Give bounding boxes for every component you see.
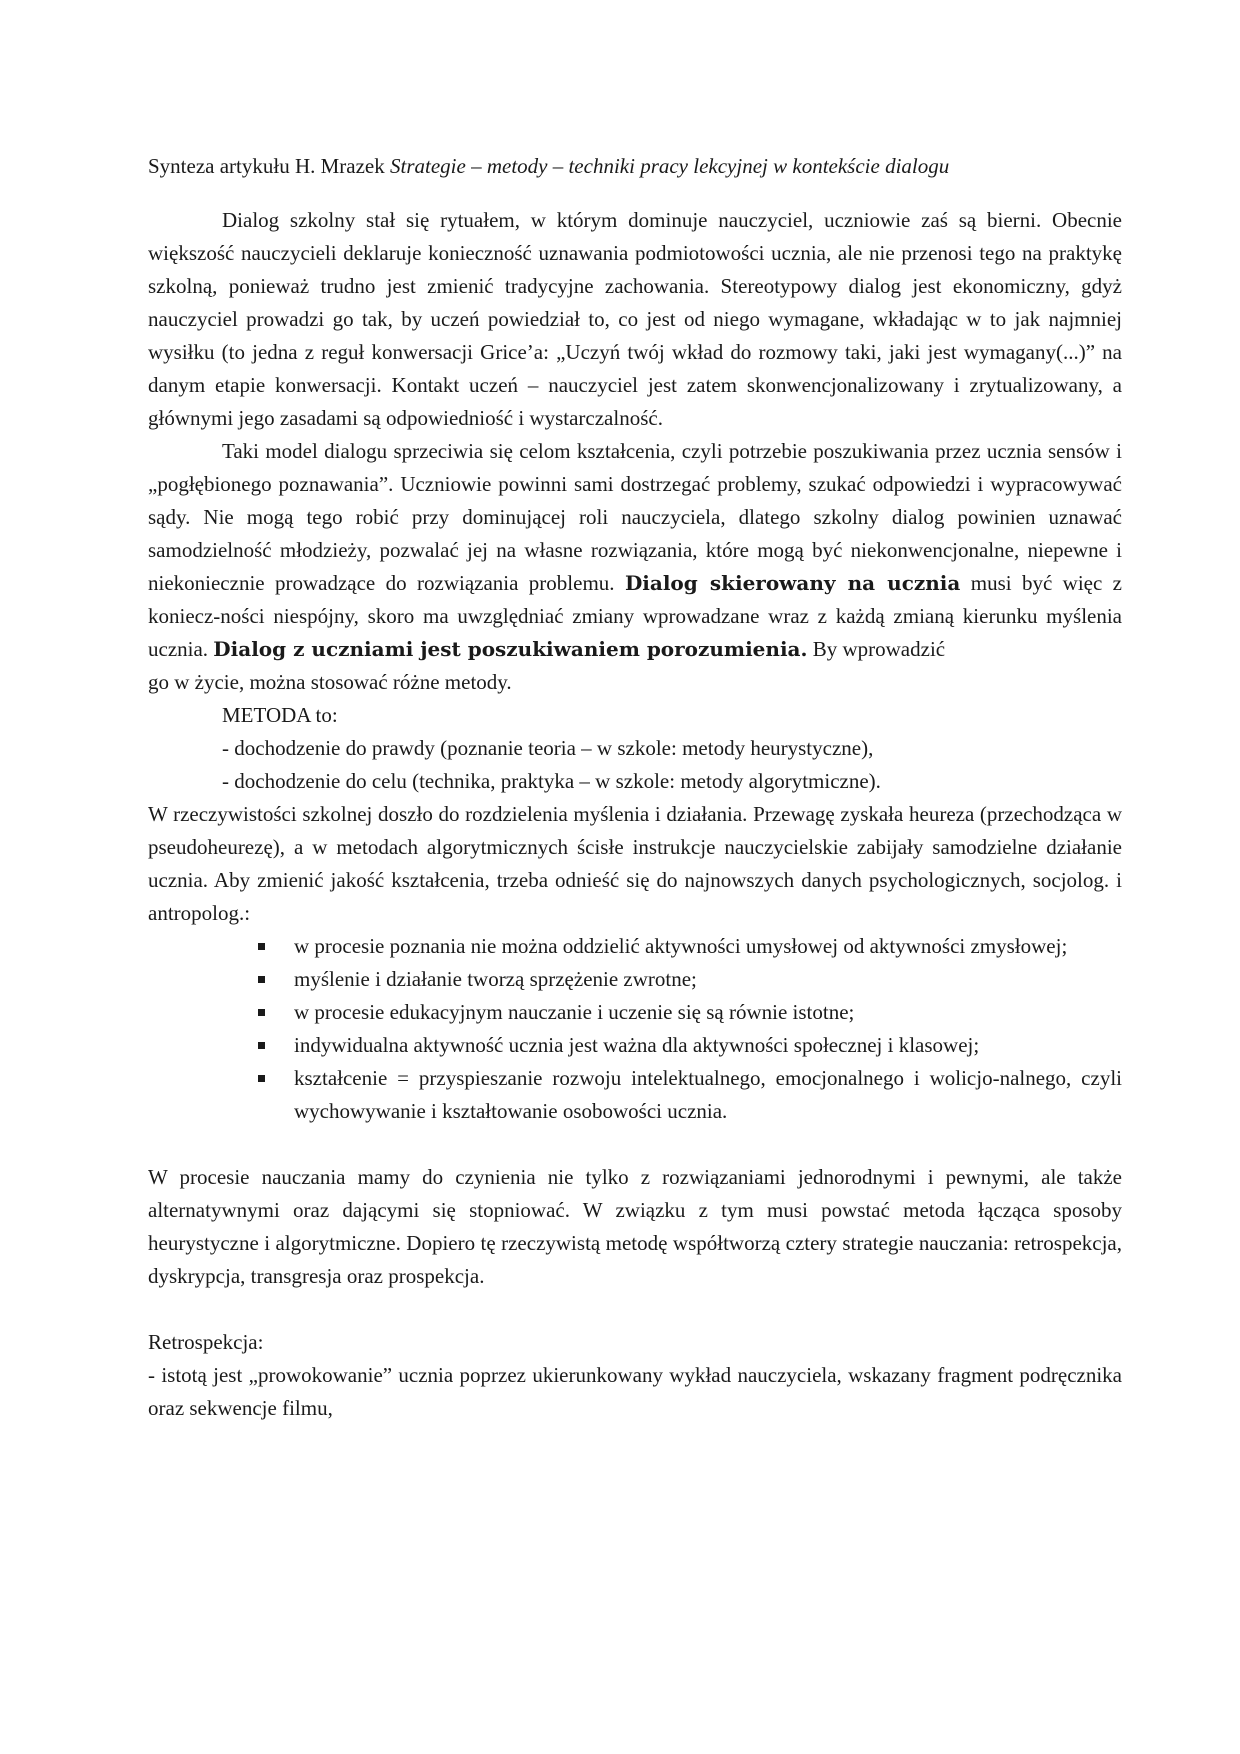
title-italic: Strategie – metody – techniki pracy lekcyjnej w kontekście dialogu — [390, 154, 950, 178]
list-item — [258, 963, 1122, 996]
paragraph-2-bold-1: Dialog skierowany na ucznia — [624, 571, 961, 595]
bullet-square-icon — [258, 976, 265, 983]
bullet-square-icon — [258, 1042, 265, 1049]
spacer — [148, 1128, 1122, 1161]
paragraph-2-text-1: Taki model dialogu sprzeciwia się celom kształcenia, czyli potrzebie poszukiwania przez ucznia sensów i „pogłębionego poznawania”. Uczniowie powinni sami dostrzegać problemy, szukać odpowiedzi i wypracowywać sądy. Nie mogą tego robić przy dominującej roli nauczyciela, dlatego szkolny dialog powinien uznawać samodzielność młodzieży, pozwalać jej na własne rozwiązania, które mogą być niekonwencjonalne, niepewne i niekoniecznie prowadzące do rozwiązania problemu. — [148, 439, 1122, 595]
list-item-text: w procesie poznania nie można oddzielić aktywności umysłowej od aktywności zmysłowej; — [294, 934, 1068, 958]
paragraph-2-text-2: musi być więc z koniecz-ności niespójny, skoro ma uwzględniać zmiany wprowadzane wraz z każdą zmianą kierunku myślenia ucznia. — [148, 571, 1122, 661]
paragraph-2-text-3: By wprowadzić — [807, 637, 946, 661]
title-prefix: Synteza artykułu H. Mrazek — [148, 154, 391, 178]
paragraph-2 — [148, 435, 1122, 666]
list-item-text: indywidualna aktywność ucznia jest ważna dla aktywności społecznej i klasowej; — [294, 1033, 980, 1057]
retrospekcja-heading: Retrospekcja: — [148, 1330, 264, 1354]
paragraph-1: Dialog szkolny stał się rytuałem, w którym dominuje nauczyciel, uczniowie zaś są bierni. Obecnie większość nauczycieli deklaruje konieczność uznawania podmiotowości ucznia, ale nie przenosi tego na praktykę szkolną, ponieważ trudno jest zmienić tradycyjne zachowania. Stereotypowy dialog jest ekonomiczny, gdyż nauczyciel prowadzi go tak, by uczeń powiedział to, co jest od niego wymagane, wkładając w to jak najmniej wysiłku (to jedna z reguł konwersacji Grice’a: „Uczyń twój wkład do rozmowy taki, jaki jest wymagany(...)” na danym etapie konwersacji. Kontakt uczeń – nauczyciel jest zatem skonwencjonalizowany i zrytualizowany, a głównymi jego zasadami są odpowiedniość i wystarczalność. — [148, 208, 1122, 430]
bullet-list — [148, 930, 1122, 1128]
bullet-square-icon — [258, 943, 265, 950]
list-item — [258, 930, 1122, 963]
paragraph-2-bold-2: Dialog z uczniami jest poszukiwaniem porozumienia. — [213, 637, 808, 661]
list-item-text: w procesie edukacyjnym nauczanie i uczenie się są równie istotne; — [294, 1000, 855, 1024]
retrospekcja-item-1: - istotą jest „prowokowanie” ucznia poprzez ukierunkowany wykład nauczyciela, wskazany fragment podręcznika oraz sekwencje filmu, — [148, 1363, 1122, 1420]
bullet-square-icon — [258, 1075, 265, 1082]
metoda-item-2: - dochodzenie do celu (technika, praktyka – w szkole: metody algorytmiczne). — [222, 769, 881, 793]
metoda-item-1: - dochodzenie do prawdy (poznanie teoria – w szkole: metody heurystyczne), — [222, 736, 874, 760]
bullet-square-icon — [258, 1009, 265, 1016]
list-item — [258, 996, 1122, 1029]
list-item-text: myślenie i działanie tworzą sprzężenie zwrotne; — [294, 967, 697, 991]
list-item — [258, 1029, 1122, 1062]
metoda-label: METODA to: — [222, 703, 338, 727]
list-item-text: kształcenie = przyspieszanie rozwoju intelektualnego, emocjonalnego i wolicjo-nalnego, czyli wychowywanie i kształtowanie osobowości ucznia. — [294, 1066, 1122, 1123]
paragraph-3: W rzeczywistości szkolnej doszło do rozdzielenia myślenia i działania. Przewagę zyskała heureza (przechodząca w pseudoheurezę), a w metodach algorytmicznych ścisłe instrukcje nauczycielskie zabijały samodzielne działanie ucznia. Aby zmienić jakość kształcenia, trzeba odnieść się do najnowszych danych psychologicznych, socjolog. i antropolog.: — [148, 802, 1122, 925]
spacer — [148, 1293, 1122, 1326]
paragraph-2-tail: go w życie, można stosować różne metody. — [148, 670, 512, 694]
paragraph-4: W procesie nauczania mamy do czynienia nie tylko z rozwiązaniami jednorodnymi i pewnymi, ale także alternatywnymi oraz dającymi się stopniować. W związku z tym musi powstać metoda łącząca sposoby heurystyczne i algorytmiczne. Dopiero tę rzeczywistą metodę współtworzą cztery strategie nauczania: retrospekcja, dyskrypcja, transgresja oraz prospekcja. — [148, 1165, 1122, 1288]
list-item — [258, 1062, 1122, 1128]
document-title — [148, 150, 1122, 183]
